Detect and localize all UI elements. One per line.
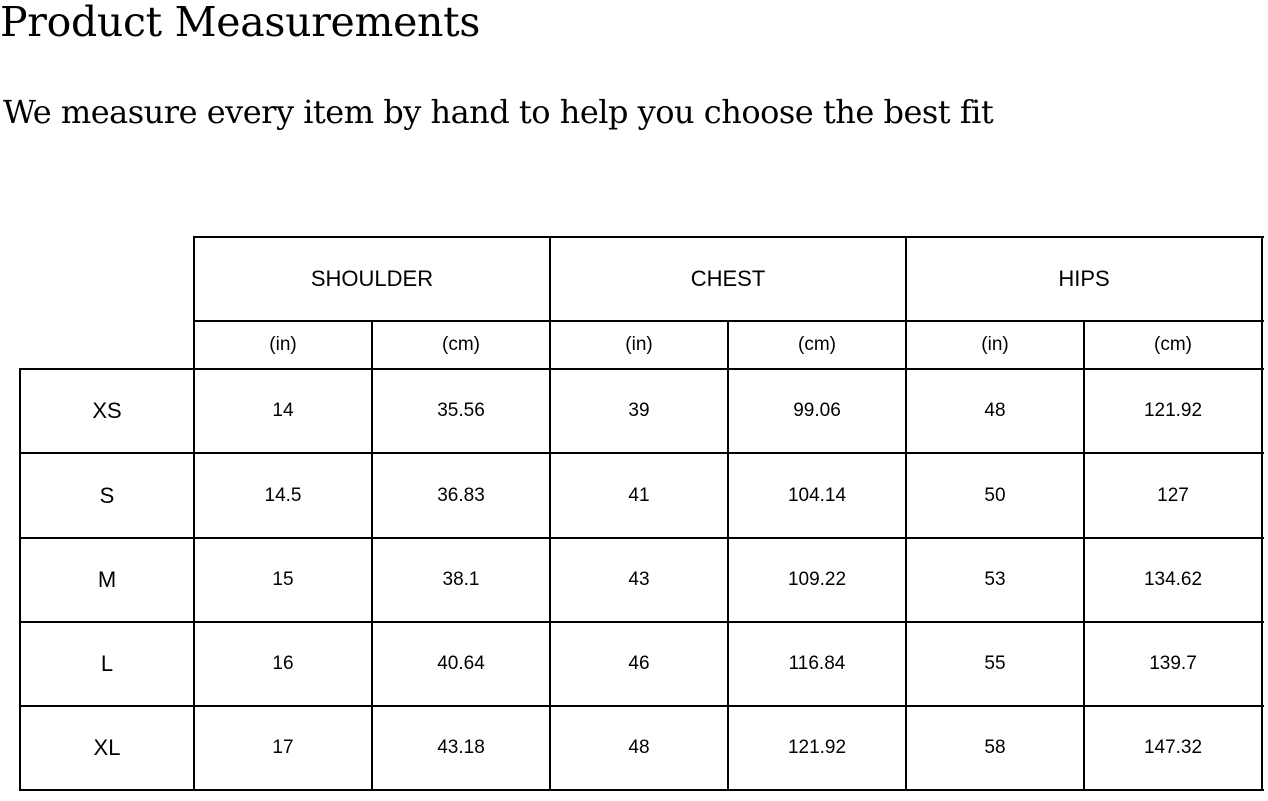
table-border [194,236,1264,238]
unit-header: (in) [625,334,653,355]
table-cell: 14.5 [264,484,302,506]
table-cell: 48 [628,737,650,758]
table-cell: 99.06 [793,400,841,421]
size-label: S [99,482,115,508]
unit-header: (in) [981,334,1009,355]
table-cell: 104.14 [787,484,847,506]
page-subtitle: We measure every item by hand to help you choose the best fit [3,93,994,131]
table-cell: 127 [1157,484,1189,506]
table-cell: 139.7 [1149,653,1197,674]
table-cell: 53 [984,569,1006,590]
unit-header: (in) [269,334,297,355]
size-label: M [97,567,117,592]
table-cell: 16 [272,653,294,674]
table-cell: 121.92 [1143,400,1203,421]
table-cell: 17 [272,737,294,758]
table-border [20,368,1264,370]
unit-header: (cm) [442,334,480,355]
table-cell: 147.32 [1143,737,1203,758]
table-cell: 39 [628,400,650,421]
table-cell: 48 [984,400,1006,421]
table-cell: 40.64 [437,653,485,674]
table-border [20,452,1264,454]
size-label: XL [93,735,121,760]
size-label: XS [92,398,122,423]
table-cell: 116.84 [788,653,846,674]
table-cell: 43 [628,569,650,590]
table-cell: 14 [272,400,294,421]
table-cell: 58 [984,737,1006,758]
column-group-header: SHOULDER [310,266,434,291]
unit-header: (cm) [1154,334,1192,355]
page-title: Product Measurements [0,0,481,46]
table-border [193,236,195,791]
table-cell: 55 [984,653,1006,674]
table-cell: 41 [628,484,650,506]
table-cell: 35.56 [437,400,485,421]
table-border [1083,320,1085,791]
table-border [194,320,1264,322]
table-cell: 38.1 [442,569,480,590]
table-border [20,621,1264,623]
table-border [20,789,1264,791]
column-group-header: CHEST [690,266,766,291]
size-label: L [100,651,114,676]
table-cell: 46 [628,653,650,674]
table-border [20,705,1264,707]
table-border [905,236,907,791]
column-group-header: HIPS [1058,266,1110,291]
table-cell: 50 [984,484,1006,506]
table-border [549,236,551,791]
table-border [1261,236,1263,791]
table-cell: 36.83 [437,484,485,506]
unit-header: (cm) [798,334,836,355]
table-cell: 134.62 [1143,569,1203,590]
table-cell: 109.22 [787,569,847,590]
table-border [727,320,729,791]
table-cell: 43.18 [437,737,485,758]
table-border [19,368,21,791]
table-border [371,320,373,791]
table-cell: 15 [272,569,294,590]
table-border [20,537,1264,539]
table-cell: 121.92 [787,737,847,758]
